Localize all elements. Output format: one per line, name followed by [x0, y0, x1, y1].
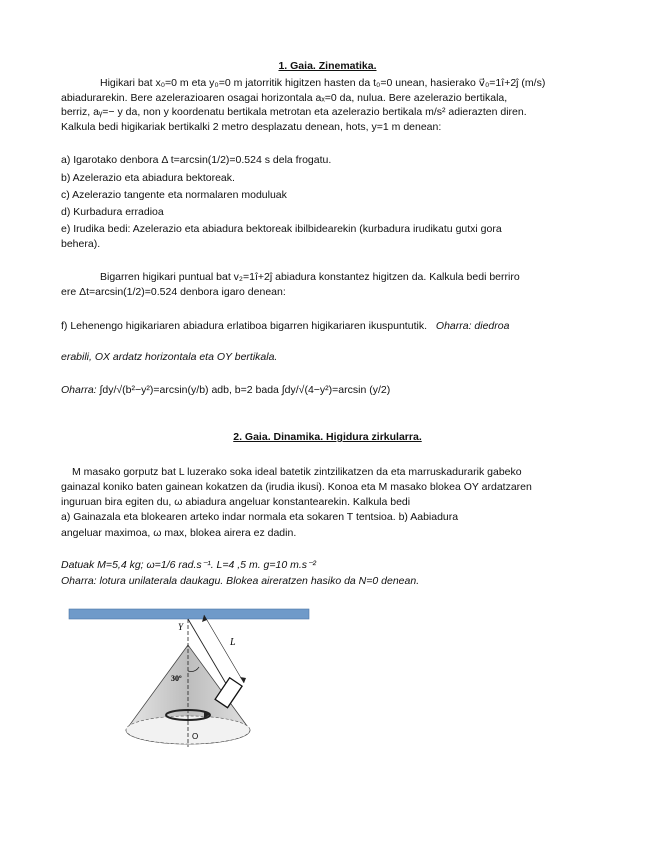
intro-line-3: berriz, aᵧ=− y da, non y koordenatu bertikala metrotan eta azelerazio bertikala m/s² adierazten diren. [61, 106, 527, 118]
question-b: b) Azelerazio eta abiadura bektoreak. [61, 172, 235, 184]
paragraph-line-5: angeluar maximoa, ω max, blokea airera ez dadin. [61, 527, 297, 539]
length-arrow-bottom [240, 677, 246, 683]
intro-line-2: abiadurarekin. Bere azelerazioaren osagai horizontala aₓ=0 da, nulua. Bere azelerazio bertikala, [61, 92, 508, 104]
note-text: Oharra: lotura unilaterala daukagu. Blokea aireratzen hasiko da N=0 denean. [61, 575, 420, 587]
question-d: d) Kurbadura erradioa [61, 206, 164, 218]
intro-line-4: Kalkula bedi higikariak bertikalki 2 metro desplazatu denean, hots, y=1 m denean: [61, 121, 442, 133]
question-f-text: f) Lehenengo higikariaren abiadura erlatiboa bigarren higikariaren ikuspuntutik. [61, 320, 427, 332]
note-line [61, 575, 419, 588]
angle-label: 30º [171, 674, 182, 683]
question-a: a) Igarotako denbora Δ t=arcsin(1/2)=0.524 s dela frogatu. [61, 154, 332, 166]
length-marker [204, 615, 244, 683]
paragraph-line-2: gainazal koniko baten gainean kokatzen da (irudia ikusi). Konoa eta M masako blokea OY ardatzaren [61, 481, 532, 493]
question-f-line-2 [61, 351, 277, 364]
second-line-2: ere Δt=arcsin(1/2)=0.524 denbora igaro denean: [61, 286, 286, 298]
question-e-line-1: e) Irudika bedi: Azelerazio eta abiadura bektoreak ibilbidearekin (kurbadura irudikatu gutxi gora [61, 223, 502, 235]
section1-title: 1. Gaia. Zinematika. [278, 60, 377, 72]
cone-figure [66, 605, 316, 755]
intro-line-1: Higikari bat x₀=0 m eta y₀=0 m jatorritik higitzen hasten da t₀=0 unean, hasierako v⃗₀=1î+2ĵ (m/s) [100, 77, 546, 89]
data-text: Datuak M=5,4 kg; ω=1/6 rad.s⁻¹. L=4 ,5 m. g=10 m.s⁻² [61, 559, 317, 571]
length-label: L [230, 637, 236, 648]
integral-note-formula: ∫dy/√(b²−y²)=arcsin(y/b) adb, b=2 bada ∫dy/√(4−y²)=arcsin (y/2) [99, 384, 391, 396]
paragraph-line-3: inguruan bira egiten du, ω abiadura angeluar konstantearekin. Kalkula bedi [61, 496, 411, 508]
origin-label: O [192, 732, 199, 741]
question-f-line-1 [61, 320, 509, 333]
question-e-line-2: behera). [61, 238, 101, 250]
data-line [61, 559, 316, 572]
section2-title: 2. Gaia. Dinamika. Higidura zirkularra. [233, 431, 422, 443]
ceiling-bar [69, 609, 309, 619]
question-f-note-cont: erabili, OX ardatz horizontala eta OY bertikala. [61, 351, 278, 363]
question-c: c) Azelerazio tangente eta normalaren moduluak [61, 189, 287, 201]
paragraph-line-1: M masako gorputz bat L luzerako soka ideal batetik zintzilikatzen da eta marruskadurarik gabeko [72, 466, 522, 478]
integral-note [61, 384, 390, 397]
second-line-1: Bigarren higikari puntual bat v₂=1î+2ĵ abiadura konstantez higitzen da. Kalkula bedi berriro [100, 271, 520, 283]
integral-note-label: Oharra: [61, 384, 97, 396]
axis-label: Y [178, 622, 184, 632]
question-f-note: Oharra: diedroa [435, 320, 510, 332]
paragraph-line-4: a) Gainazala eta blokearen arteko indar normala eta sokaren T tentsioa. b) Aabiadura [61, 511, 459, 523]
